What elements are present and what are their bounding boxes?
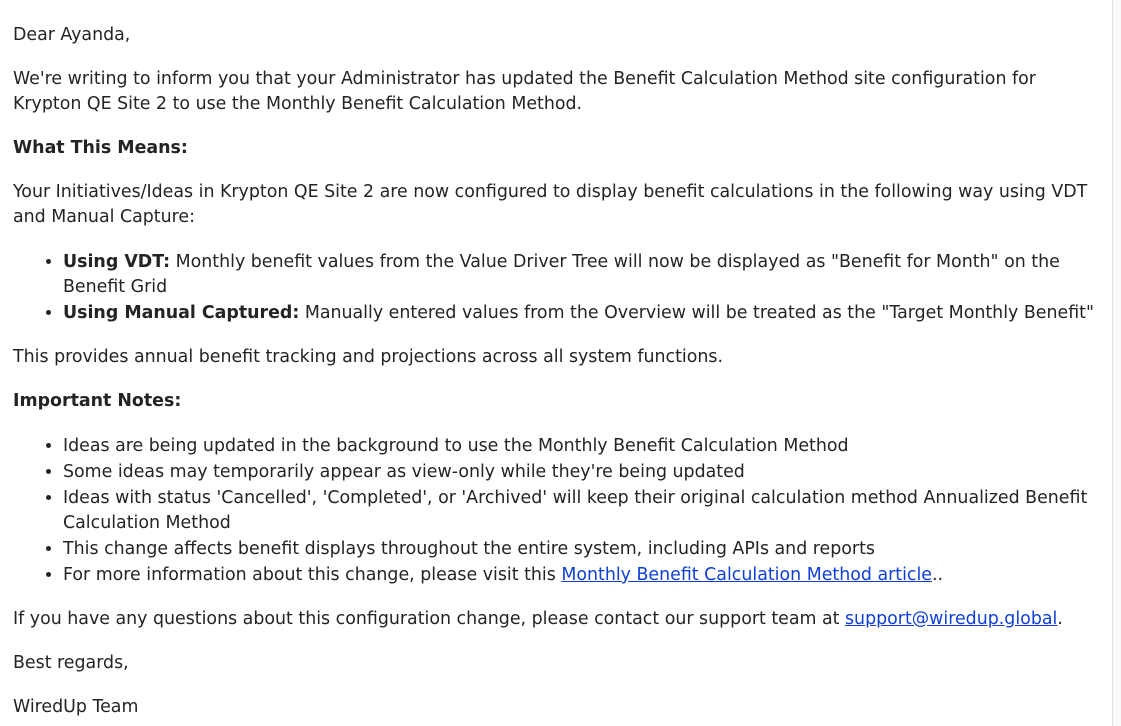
list-item: • Some ideas may temporarily appear as view-only while they're being updated: [63, 459, 1098, 485]
what-this-means-heading: What This Means:: [13, 138, 188, 158]
list-item: • For more information about this change, please visit this Monthly Benefit Calculation Method article..: [63, 562, 1098, 588]
list-item: • Using VDT: Monthly benefit values from the Value Driver Tree will now be displayed as "Benefit for Month" on the Benefit Grid: [63, 249, 1098, 300]
provides-paragraph: This provides annual benefit tracking and projections across all system functions.: [13, 347, 723, 367]
calculation-bullets: [13, 249, 1098, 326]
scrollbar[interactable]: [1113, 0, 1121, 726]
list-item: • Ideas are being updated in the background to use the Monthly Benefit Calculation Method: [63, 433, 1098, 459]
bullet-label: Using VDT:: [63, 252, 171, 272]
signature: WiredUp Team: [13, 697, 139, 717]
important-notes-heading: Important Notes:: [13, 391, 182, 411]
closing: Best regards,: [13, 653, 129, 673]
what-this-means-text: Your Initiatives/Ideas in Krypton QE Site 2 are now configured to display benefit calculations in the following way using VDT and Manual Capture:: [13, 182, 1088, 227]
list-item: • This change affects benefit displays throughout the entire system, including APIs and reports: [63, 536, 1098, 562]
email-body: [13, 23, 1098, 720]
list-item: • Ideas with status 'Cancelled', 'Completed', or 'Archived' will keep their original calculation method Annualized Benefit Calculation Method: [63, 485, 1098, 536]
greeting: Dear Ayanda,: [13, 25, 131, 45]
list-item: • Using Manual Captured: Manually entered values from the Overview will be treated as the "Target Monthly Benefit": [63, 300, 1098, 326]
important-notes-list: [13, 433, 1098, 588]
bullet-label: Using Manual Captured:: [63, 303, 300, 323]
support-email-link[interactable]: support@wiredup.global: [845, 609, 1058, 629]
questions-paragraph: If you have any questions about this configuration change, please contact our support team at support@wiredup.global.: [13, 609, 1063, 629]
intro-paragraph: We're writing to inform you that your Administrator has updated the Benefit Calculation Method site configuration for Krypton QE Site 2 to use the Monthly Benefit Calculation Method.: [13, 69, 1036, 114]
article-link[interactable]: Monthly Benefit Calculation Method article: [561, 565, 932, 585]
